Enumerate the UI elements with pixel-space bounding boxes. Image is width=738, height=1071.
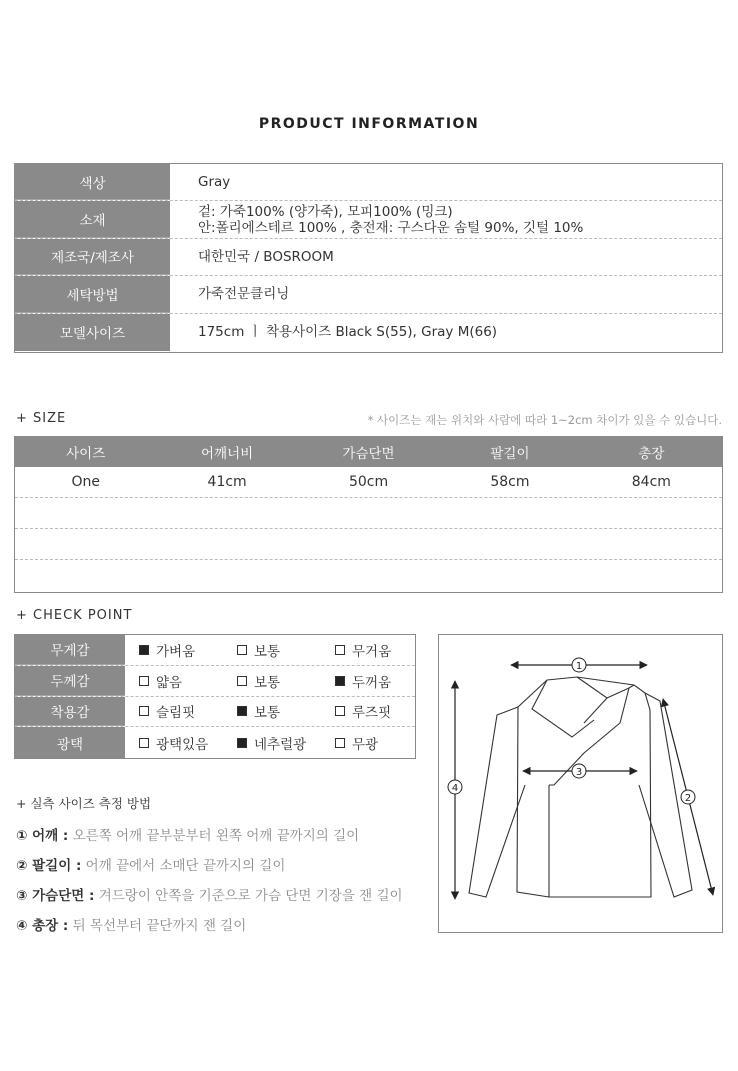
size-cell [15,498,156,528]
check-option [335,671,391,691]
size-cell: 58cm [490,474,530,490]
jacket-measure-diagram [438,634,723,933]
size-table-row-empty [15,560,722,591]
check-options [125,697,415,727]
check-option [237,671,335,691]
size-cell [581,529,722,559]
check-option-label: 루즈핏 [352,705,392,722]
size-cell [298,498,439,528]
check-option-label: 보통 [254,705,281,722]
check-option [335,640,391,660]
measure-desc: 뒤 목선부터 끝단까지 잰 길이 [68,918,247,934]
checkbox-icon [139,645,149,655]
info-label: 모델사이즈 [15,314,170,351]
check-option-label: 무거움 [352,643,392,660]
size-cell [581,498,722,528]
check-option [139,671,237,691]
check-option [139,733,237,753]
check-option [139,701,237,721]
info-value [170,239,722,275]
check-options [125,727,415,758]
checkbox-icon [237,676,247,686]
check-option-label: 가벼움 [156,643,196,660]
info-row-model [15,314,722,351]
checkbox-icon [237,645,247,655]
size-table-row-empty [15,529,722,560]
size-cell [156,529,297,559]
info-label: 색상 [15,164,170,200]
info-value [170,164,722,200]
checkbox-icon [139,676,149,686]
check-option [237,701,335,721]
measure-term: ③ 가슴단면 : [16,888,95,904]
check-option-label: 무광 [352,736,379,753]
info-value-text: 가죽전문클리닝 [198,286,290,303]
check-label: 두께감 [15,666,125,696]
size-cell [15,560,156,591]
check-option-label: 네추럴광 [254,736,307,753]
checkbox-icon [335,676,345,686]
checkbox-icon [139,738,149,748]
size-cell [298,529,439,559]
check-label: 광택 [15,727,125,758]
size-cell: 50cm [348,474,389,490]
size-header-cell: 어깨너비 [201,445,254,462]
size-cell [439,560,580,591]
check-option [237,640,335,660]
info-value-text: Gray [198,174,231,191]
size-table-row [15,467,722,498]
checkbox-icon [237,706,247,716]
measure-item-chest [16,884,403,904]
size-cell [581,560,722,591]
check-option-label: 얇음 [156,674,183,691]
page-title: PRODUCT INFORMATION [258,116,480,132]
size-cell [156,560,297,591]
size-cell [298,560,439,591]
diagram-label-shoulder: 1 [575,661,583,672]
product-info-table [14,163,723,353]
check-row-weight [15,635,415,666]
size-cell [15,529,156,559]
check-option-label: 슬림핏 [156,705,196,722]
diagram-label-chest: 3 [575,767,583,778]
diagram-label-sleeve: 2 [684,793,692,804]
check-options [125,666,415,696]
check-option-label: 광택있음 [156,736,209,753]
check-row-fit [15,697,415,728]
info-value-text: 겉: 가죽100% (양가죽), 모피100% (밍크) [198,203,453,220]
size-cell [156,498,297,528]
size-header-cell: 총장 [638,445,665,462]
diagram-label-length: 4 [451,783,459,794]
measure-desc: 겨드랑이 안쪽을 기준으로 가슴 단면 기장을 잰 길이 [94,888,403,904]
size-heading: + SIZE [16,411,67,426]
info-row-washing [15,276,722,313]
check-row-thickness [15,666,415,697]
size-table-row-empty [15,498,722,529]
check-option [335,733,378,753]
measure-desc: 오른쪽 어깨 끝부분부터 왼쪽 어깨 끝까지의 길이 [68,828,360,844]
check-option [139,640,237,660]
checkbox-icon [237,738,247,748]
measure-desc: 어깨 끝에서 소매단 끝까지의 길이 [81,858,286,874]
check-option [237,733,335,753]
info-label: 세탁방법 [15,276,170,312]
checkbox-icon [139,706,149,716]
info-row-origin [15,239,722,276]
size-table-header [15,436,722,467]
checkbox-icon [335,738,345,748]
info-value [170,314,722,351]
measure-item-length [16,914,246,934]
measure-item-sleeve [16,854,285,874]
checkbox-icon [335,645,345,655]
check-option-label: 보통 [254,643,281,660]
info-label: 제조국/제조사 [15,239,170,275]
info-value [170,201,722,237]
info-row-material [15,201,722,238]
size-cell: One [71,474,100,490]
check-label: 무게감 [15,635,125,665]
measure-term: ④ 총장 : [16,918,69,934]
measure-term: ② 팔길이 : [16,858,82,874]
check-options [125,635,415,665]
size-table [14,436,723,593]
check-option-label: 보통 [254,674,281,691]
size-cell: 41cm [207,474,247,490]
size-header-cell: 팔길이 [490,445,530,462]
size-header-cell: 사이즈 [66,445,106,462]
info-label: 소재 [15,201,170,237]
size-cell [439,498,580,528]
info-row-color [15,164,722,201]
info-value [170,276,722,312]
size-note: * 사이즈는 재는 위치와 사람에 따라 1~2cm 차이가 있을 수 있습니다. [367,413,722,427]
checkbox-icon [335,706,345,716]
info-value-text: 대한민국 / BOSROOM [198,248,334,265]
check-point-table [14,634,416,759]
measure-item-shoulder [16,824,359,844]
size-cell: 84cm [631,474,671,490]
info-value-text-line2: 안:폴리에스테르 100% , 충전재: 구스다운 솜털 90%, 깃털 10% [198,219,584,236]
check-option [335,701,391,721]
check-option-label: 두꺼움 [352,674,392,691]
measure-term: ① 어깨 : [16,828,69,844]
measure-method-title: + 실측 사이즈 측정 방법 [16,796,152,811]
size-header-cell: 가슴단면 [342,445,395,462]
check-label: 착용감 [15,697,125,727]
check-point-heading: + CHECK POINT [16,608,133,623]
info-value-text: 175cm ㅣ 착용사이즈 Black S(55), Gray M(66) [198,324,498,341]
jacket-icon [439,635,722,932]
size-cell [439,529,580,559]
check-row-gloss [15,727,415,758]
